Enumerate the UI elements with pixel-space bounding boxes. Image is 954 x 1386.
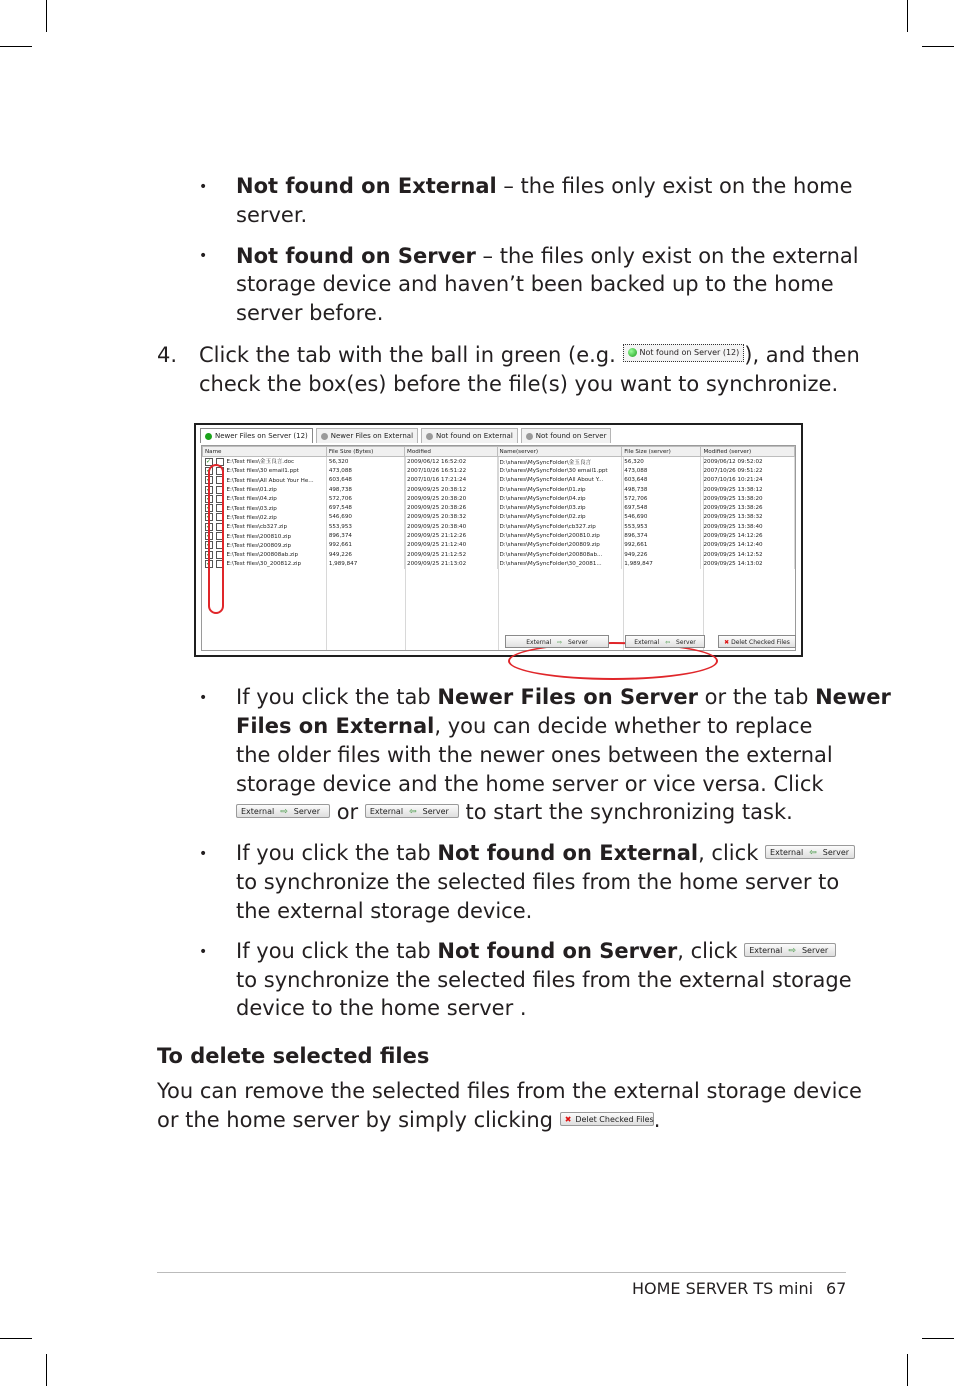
cell-text: E:\Test files\All About Your He... <box>226 477 314 484</box>
button-label: Server <box>801 946 829 955</box>
footer-title: HOME SERVER TS mini <box>632 1279 814 1298</box>
bullet-newer-files <box>236 683 891 712</box>
cell-text: E:\Test files\03.zip <box>226 505 277 512</box>
table-cell: 603,648 <box>622 476 701 485</box>
server-to-external-button[interactable] <box>625 635 705 648</box>
text-part: , click <box>677 939 738 963</box>
bullet-text: to synchronize the selected files from the home server to <box>236 870 840 894</box>
bullet-text: storage device and the home server or vice versa. Click <box>236 772 824 796</box>
row-checkbox[interactable]: ✓ <box>205 457 212 465</box>
cell-text: E:\Test files\200809.zip <box>226 542 292 549</box>
button-label: External <box>369 807 404 816</box>
crop-mark <box>0 46 32 47</box>
table-cell: 2009/09/25 20:38:20 <box>405 494 497 503</box>
row-checkbox[interactable]: ✓ <box>205 513 212 521</box>
pill-label: Not found on Server (12) <box>639 348 740 357</box>
table-row[interactable] <box>203 541 795 550</box>
step-text-part: ), and then <box>744 343 860 367</box>
bold-term: Not found on External <box>437 841 699 865</box>
arrow-left-icon: ⇦ <box>809 848 817 858</box>
text-part: . <box>653 1108 661 1132</box>
tab-not-found-external[interactable] <box>421 428 518 443</box>
crop-mark <box>46 0 47 32</box>
column-header[interactable]: Modified <box>405 447 497 457</box>
table-cell: 2009/09/25 13:38:40 <box>701 522 795 531</box>
table-row[interactable] <box>203 513 795 522</box>
footer-rule <box>157 1272 846 1273</box>
cell-text: E:\Test files\cb327.zip <box>226 524 288 531</box>
table-cell: 2007/10/16 17:21:24 <box>405 476 497 485</box>
table-row[interactable] <box>203 457 795 467</box>
step-text <box>199 341 860 370</box>
section-heading: To delete selected files <box>157 1044 430 1068</box>
row-checkbox[interactable]: ✓ <box>205 541 212 549</box>
tab-label: Not found on External <box>436 432 513 440</box>
button-label: External <box>634 639 660 646</box>
table-row[interactable] <box>203 559 795 568</box>
table-cell: 2009/09/25 20:38:40 <box>405 522 497 531</box>
table-cell: 2009/09/25 21:12:52 <box>405 550 497 559</box>
table-cell: 2009/09/25 14:13:02 <box>701 559 795 568</box>
cell-text: E:\Test files\200808ab.zip <box>226 552 299 559</box>
bold-term: Not found on External <box>236 174 497 198</box>
table-cell: D:\shares\MySyncFolder\200809.zip <box>497 541 622 550</box>
row-checkbox[interactable]: ✓ <box>205 476 212 484</box>
checkbox-highlight-ring <box>208 464 224 614</box>
table-cell: 2009/09/25 13:38:26 <box>701 503 795 512</box>
button-label: External <box>526 639 552 646</box>
tab-label: Not found on Server <box>535 432 607 440</box>
crop-mark <box>907 1354 908 1386</box>
crop-mark <box>0 1338 32 1339</box>
delete-checked-files-inline-button <box>560 1112 654 1126</box>
table-cell: 1,989,847 <box>326 559 404 568</box>
crop-mark <box>922 1338 954 1339</box>
server-to-external-inline-button <box>365 804 459 818</box>
arrow-right-icon: ⇨ <box>788 946 796 956</box>
tab-label: Newer Files on Server (12) <box>215 432 308 440</box>
bold-term: Not found on Server <box>236 244 476 268</box>
cell-text: E:\Test files\金玉良言.doc <box>226 459 295 466</box>
delete-x-icon: ✖ <box>564 1115 572 1124</box>
bullet-text: storage device and haven’t been backed up to the home <box>236 272 834 296</box>
external-to-server-inline-button <box>744 943 836 957</box>
file-table <box>202 446 795 569</box>
bullet-not-found-server-action <box>236 937 836 966</box>
delete-checked-files-button[interactable] <box>718 635 796 648</box>
bold-term: Files on External <box>236 714 435 738</box>
button-label: Server <box>293 807 320 816</box>
bullet-dot: • <box>199 690 208 706</box>
green-ball-icon <box>628 348 637 357</box>
gray-ball-icon <box>321 433 328 440</box>
table-cell: 546,690 <box>326 513 404 522</box>
text-part: or the home server by simply clicking <box>157 1108 553 1132</box>
button-label: External <box>770 848 804 857</box>
bullet-dot: • <box>199 944 208 960</box>
bullet-text: device to the home server . <box>236 996 527 1020</box>
table-cell: 2009/09/25 21:12:40 <box>405 541 497 550</box>
table-cell: 2009/09/25 14:12:40 <box>701 541 795 550</box>
button-label: Server <box>422 807 449 816</box>
table-cell: 2009/09/25 20:38:26 <box>405 503 497 512</box>
bullet-text: – the files only exist on the external <box>475 244 859 268</box>
table-cell: D:\shares\MySyncFolder\30 email1.ppt <box>497 466 622 475</box>
bullet-text <box>236 712 812 741</box>
table-cell: 697,548 <box>326 503 404 512</box>
bullet-text: the older files with the newer ones between the external <box>236 743 833 767</box>
table-cell: 2009/09/25 21:13:02 <box>405 559 497 568</box>
section-text <box>157 1106 660 1135</box>
row-checkbox[interactable]: ✓ <box>205 522 212 530</box>
bullet-text <box>236 798 793 827</box>
delete-x-icon: ✖ <box>724 639 730 646</box>
table-cell: 697,548 <box>622 503 701 512</box>
button-label: Server <box>676 639 696 646</box>
table-cell: D:\shares\MySyncFolder\30_20081... <box>497 559 622 568</box>
table-cell: D:\shares\MySyncFolder\All About Y... <box>497 476 622 485</box>
tab-strip <box>200 428 614 444</box>
table-cell: 2009/09/25 21:12:26 <box>405 531 497 540</box>
button-label: Server <box>568 639 588 646</box>
text-part: , click <box>698 841 759 865</box>
sync-window-screenshot <box>194 423 803 657</box>
bold-term: Newer Files on Server <box>437 685 698 709</box>
bullet-dot: • <box>199 248 208 264</box>
table-cell: 603,648 <box>326 476 404 485</box>
button-label: External <box>749 946 783 955</box>
server-to-external-inline-button <box>765 845 855 859</box>
crop-mark <box>922 46 954 47</box>
text-part: If you click the tab <box>236 939 438 963</box>
arrow-left-icon: ⇦ <box>665 639 671 646</box>
tab-newer-on-external[interactable] <box>316 428 418 443</box>
step-text: check the box(es) before the file(s) you want to synchronize. <box>199 372 839 396</box>
text-part: or the tab <box>698 685 816 709</box>
text-part: , you can decide whether to replace <box>434 714 813 738</box>
table-cell: D:\shares\MySyncFolder\200808ab... <box>497 550 622 559</box>
cell-text: E:\Test files\30_200812.zip <box>226 561 302 568</box>
table-cell: 2009/09/25 13:38:12 <box>701 485 795 494</box>
gray-ball-icon <box>526 433 533 440</box>
table-row[interactable] <box>203 494 795 503</box>
section-text: You can remove the selected files from the external storage device <box>157 1079 862 1103</box>
step-text-part: Click the tab with the ball in green (e.g. <box>199 343 616 367</box>
bullet-text: to synchronize the selected files from the external storage <box>236 968 852 992</box>
table-header-row <box>203 447 795 457</box>
table-row[interactable] <box>203 522 795 531</box>
column-header[interactable]: File Size (server) <box>622 447 701 457</box>
table-cell: 553,953 <box>622 522 701 531</box>
row-checkbox[interactable]: ✓ <box>205 559 212 567</box>
page-number: 67 <box>826 1279 847 1298</box>
arrow-left-icon: ⇦ <box>409 807 417 817</box>
table-cell: 473,088 <box>326 466 404 475</box>
table-cell: 896,374 <box>326 531 404 540</box>
column-header[interactable]: Name <box>203 447 327 457</box>
row-checkbox[interactable]: ✓ <box>205 466 212 474</box>
cell-text: E:\Test files\30 email1.ppt <box>226 468 299 475</box>
table-cell: D:\shares\MySyncFolder\02.zip <box>497 513 622 522</box>
bullet-not-found-external-action <box>236 839 855 868</box>
table-cell: 572,706 <box>622 494 701 503</box>
table-cell: 2009/09/25 13:38:20 <box>701 494 795 503</box>
table-row[interactable] <box>203 550 795 559</box>
table-cell: 2009/09/25 14:12:52 <box>701 550 795 559</box>
text-part: If you click the tab <box>236 841 438 865</box>
bold-term: Newer <box>815 685 891 709</box>
table-cell: D:\shares\MySyncFolder\01.zip <box>497 485 622 494</box>
tab-not-found-server[interactable] <box>521 428 612 443</box>
step-number: 4. <box>157 343 178 367</box>
text-part: or <box>336 800 359 824</box>
row-checkbox[interactable]: ✓ <box>205 532 212 540</box>
crop-mark <box>46 1354 47 1386</box>
table-cell: 56,320 <box>326 457 404 467</box>
bullet-not-found-server <box>236 242 859 271</box>
table-cell: 2009/09/25 14:12:26 <box>701 531 795 540</box>
table-cell: 992,661 <box>622 541 701 550</box>
row-checkbox[interactable]: ✓ <box>205 485 212 493</box>
table-cell: 2007/10/26 16:51:22 <box>405 466 497 475</box>
bullet-dot: • <box>199 179 208 195</box>
table-cell: 2007/10/16 10:21:24 <box>701 476 795 485</box>
table-row[interactable] <box>203 503 795 512</box>
button-label: Delet Checked Files <box>575 1115 654 1124</box>
column-header[interactable]: File Size (Bytes) <box>326 447 404 457</box>
cell-text: E:\Test files\04.zip <box>226 496 277 503</box>
table-row[interactable] <box>203 531 795 540</box>
table-cell: 498,738 <box>622 485 701 494</box>
table-cell: 572,706 <box>326 494 404 503</box>
table-row[interactable] <box>203 485 795 494</box>
crop-mark <box>907 0 908 32</box>
tab-newer-on-server[interactable] <box>200 428 313 443</box>
table-cell: 553,953 <box>326 522 404 531</box>
table-cell: 473,088 <box>622 466 701 475</box>
table-cell: 2009/06/12 09:52:02 <box>701 457 795 467</box>
table-cell: 498,738 <box>326 485 404 494</box>
table-cell: D:\shares\MySyncFolder\金玉良言 <box>497 457 622 467</box>
green-ball-icon <box>205 433 212 440</box>
table-cell: 949,226 <box>326 550 404 559</box>
button-label: External <box>241 807 275 816</box>
text-part: If you click the tab <box>236 685 438 709</box>
table-row[interactable] <box>203 476 795 485</box>
table-cell: 546,690 <box>622 513 701 522</box>
table-cell: D:\shares\MySyncFolder\cb327.zip <box>497 522 622 531</box>
column-header[interactable]: Modified (server) <box>701 447 795 457</box>
arrow-right-icon: ⇨ <box>557 639 563 646</box>
bullet-text: – the files only exist on the home <box>496 174 853 198</box>
external-to-server-button[interactable] <box>505 635 609 648</box>
column-header[interactable]: Name(server) <box>497 447 622 457</box>
table-cell: 2007/10/26 09:51:22 <box>701 466 795 475</box>
button-label: Delet Checked Files <box>731 639 790 646</box>
table-cell: 56,320 <box>622 457 701 467</box>
row-checkbox[interactable]: ✓ <box>205 550 212 558</box>
table-cell: 992,661 <box>326 541 404 550</box>
example-tab-pill <box>623 344 745 362</box>
table-cell: D:\shares\MySyncFolder\200810.zip <box>497 531 622 540</box>
cell-text: E:\Test files\02.zip <box>226 514 277 521</box>
bold-term: Not found on Server <box>437 939 678 963</box>
arrow-right-icon: ⇨ <box>280 807 288 817</box>
table-cell: 896,374 <box>622 531 701 540</box>
tab-label: Newer Files on External <box>330 432 414 440</box>
file-grid <box>201 445 796 651</box>
table-cell: 2009/09/25 13:38:32 <box>701 513 795 522</box>
table-cell: 949,226 <box>622 550 701 559</box>
bullet-text: server before. <box>236 301 384 325</box>
table-cell: 2009/06/12 16:52:02 <box>405 457 497 467</box>
bullet-dot: • <box>199 846 208 862</box>
table-row[interactable] <box>203 466 795 475</box>
bullet-text: server. <box>236 203 308 227</box>
text-part: to start the synchronizing task. <box>465 800 793 824</box>
table-cell: 2009/09/25 20:38:12 <box>405 485 497 494</box>
row-checkbox[interactable]: ✓ <box>205 504 212 512</box>
gray-ball-icon <box>426 433 433 440</box>
button-label: Server <box>822 848 850 857</box>
row-checkbox[interactable]: ✓ <box>205 494 212 502</box>
table-cell: 2009/09/25 20:38:32 <box>405 513 497 522</box>
cell-text: E:\Test files\200810.zip <box>226 533 292 540</box>
table-cell: D:\shares\MySyncFolder\03.zip <box>497 503 622 512</box>
table-cell: D:\shares\MySyncFolder\04.zip <box>497 494 622 503</box>
external-to-server-inline-button <box>236 804 330 818</box>
bullet-not-found-external <box>236 172 853 201</box>
cell-text: E:\Test files\01.zip <box>226 487 277 494</box>
bullet-text: the external storage device. <box>236 899 533 923</box>
table-cell: 1,989,847 <box>622 559 701 568</box>
